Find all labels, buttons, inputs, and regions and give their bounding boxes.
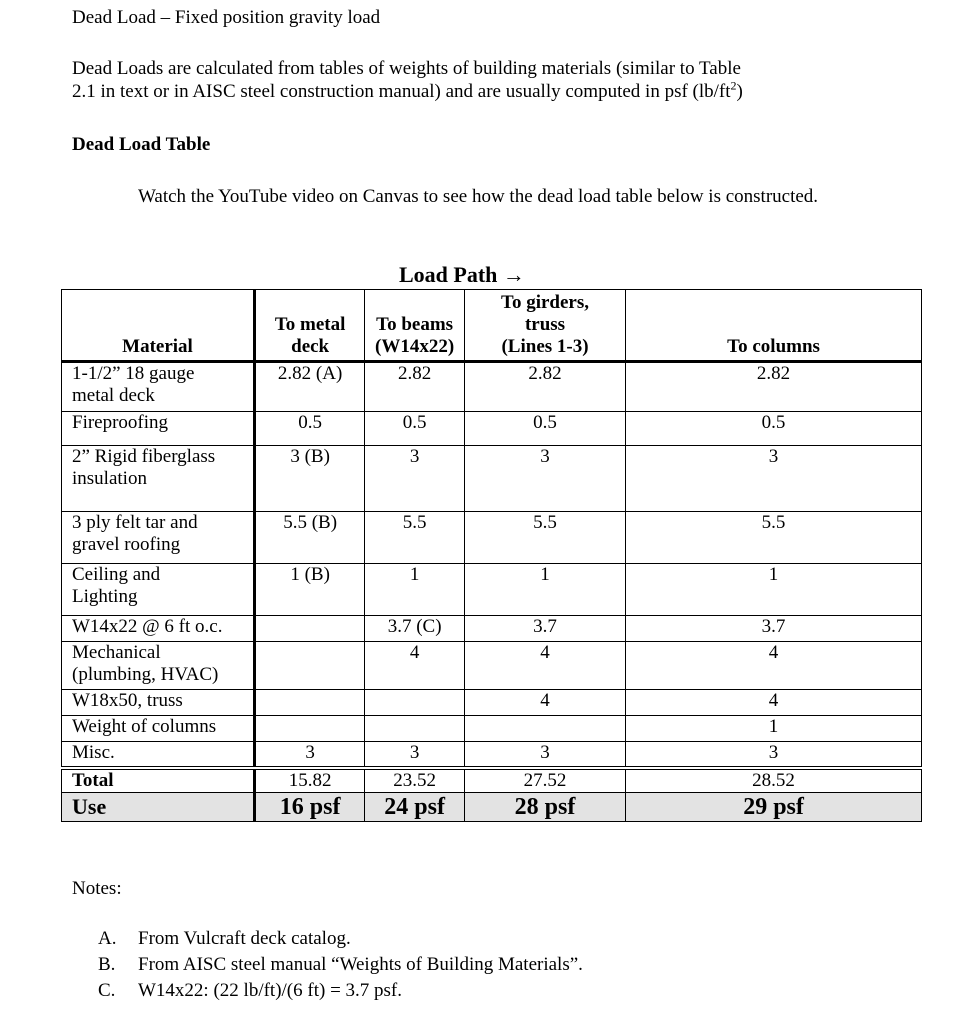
value-cell: 3 (464, 446, 625, 512)
header-columns: To columns (626, 290, 922, 362)
value-cell: 3.7 (C) (365, 616, 465, 642)
table-row (62, 564, 922, 616)
value-cell (254, 642, 364, 690)
paragraph-line-2: 2.1 in text or in AISC steel construction manual) and are usually computed in psf (lb/ft (72, 81, 731, 102)
value-cell: 0.5 (365, 412, 465, 446)
value-cell: 3 (626, 742, 922, 768)
use-value: 24 psf (365, 792, 465, 821)
material-cell: Ceiling and Lighting (62, 564, 255, 616)
value-cell: 2.82 (626, 362, 922, 412)
note-item (98, 952, 583, 978)
value-cell (464, 716, 625, 742)
use-row (62, 792, 922, 821)
intro-line: Dead Load – Fixed position gravity load (72, 7, 381, 28)
table-row (62, 742, 922, 768)
value-cell: 2.82 (464, 362, 625, 412)
value-cell: 0.5 (626, 412, 922, 446)
table-row (62, 446, 922, 512)
material-cell: Fireproofing (62, 412, 255, 446)
value-cell: 0.5 (254, 412, 364, 446)
use-value: 16 psf (254, 792, 364, 821)
header-girders: To girders, truss (Lines 1-3) (464, 290, 625, 362)
note-marker: C. (98, 980, 116, 1001)
value-cell (254, 616, 364, 642)
value-cell: 1 (626, 716, 922, 742)
table-row (62, 362, 922, 412)
value-cell (254, 716, 364, 742)
table-row (62, 512, 922, 564)
material-cell: Weight of columns (62, 716, 255, 742)
material-cell: W18x50, truss (62, 690, 255, 716)
dead-load-table (61, 289, 922, 822)
value-cell: 2.82 (A) (254, 362, 364, 412)
material-cell: W14x22 @ 6 ft o.c. (62, 616, 255, 642)
material-cell: 3 ply felt tar and gravel roofing (62, 512, 255, 564)
total-label: Total (62, 768, 255, 793)
note-item (98, 926, 583, 952)
section-heading: Dead Load Table (72, 134, 211, 155)
value-cell: 1 (365, 564, 465, 616)
use-value: 29 psf (626, 792, 922, 821)
note-marker: A. (98, 928, 117, 949)
notes-label: Notes: (72, 878, 122, 899)
value-cell: 5.5 (B) (254, 512, 364, 564)
value-cell: 3 (365, 446, 465, 512)
total-value: 28.52 (626, 768, 922, 793)
note-text: From AISC steel manual “Weights of Building Materials”. (138, 954, 583, 975)
total-value: 27.52 (464, 768, 625, 793)
value-cell: 3 (626, 446, 922, 512)
value-cell: 5.5 (464, 512, 625, 564)
paragraph-superscript: 2 (730, 78, 737, 93)
material-cell: Mechanical (plumbing, HVAC) (62, 642, 255, 690)
value-cell: 4 (464, 642, 625, 690)
note-marker: B. (98, 954, 116, 975)
value-cell: 3.7 (464, 616, 625, 642)
total-row (62, 768, 922, 793)
value-cell: 3 (254, 742, 364, 768)
use-value: 28 psf (464, 792, 625, 821)
header-beams: To beams (W14x22) (365, 290, 465, 362)
value-cell: 3 (464, 742, 625, 768)
table-row (62, 412, 922, 446)
value-cell: 4 (626, 642, 922, 690)
watch-instruction: Watch the YouTube video on Canvas to see how the dead load table below is constructed. (138, 186, 819, 207)
paragraph-end: ) (736, 81, 743, 102)
value-cell: 5.5 (365, 512, 465, 564)
value-cell (254, 690, 364, 716)
note-text: W14x22: (22 lb/ft)/(6 ft) = 3.7 psf. (138, 980, 403, 1001)
value-cell: 3 (365, 742, 465, 768)
notes-list (98, 926, 583, 1004)
paragraph-line-1: Dead Loads are calculated from tables of weights of building materials (similar to Table (72, 58, 741, 79)
table-row (62, 716, 922, 742)
value-cell: 2.82 (365, 362, 465, 412)
value-cell: 1 (464, 564, 625, 616)
total-value: 23.52 (365, 768, 465, 793)
header-material: Material (62, 290, 255, 362)
table-header-row (62, 290, 922, 362)
intro-paragraph (72, 57, 892, 103)
value-cell: 4 (365, 642, 465, 690)
value-cell: 4 (626, 690, 922, 716)
table-row (62, 642, 922, 690)
value-cell (365, 690, 465, 716)
value-cell: 1 (B) (254, 564, 364, 616)
table-row (62, 690, 922, 716)
use-label: Use (62, 792, 255, 821)
material-cell: 2” Rigid fiberglass insulation (62, 446, 255, 512)
material-cell: Misc. (62, 742, 255, 768)
value-cell: 1 (626, 564, 922, 616)
value-cell: 3 (B) (254, 446, 364, 512)
value-cell: 3.7 (626, 616, 922, 642)
note-item (98, 978, 583, 1004)
load-path-label: Load Path → (399, 262, 525, 287)
total-value: 15.82 (254, 768, 364, 793)
value-cell: 4 (464, 690, 625, 716)
material-cell: 1-1/2” 18 gauge metal deck (62, 362, 255, 412)
value-cell: 5.5 (626, 512, 922, 564)
note-text: From Vulcraft deck catalog. (138, 928, 351, 949)
value-cell: 0.5 (464, 412, 625, 446)
table-row (62, 616, 922, 642)
header-metal-deck: To metal deck (254, 290, 364, 362)
value-cell (365, 716, 465, 742)
